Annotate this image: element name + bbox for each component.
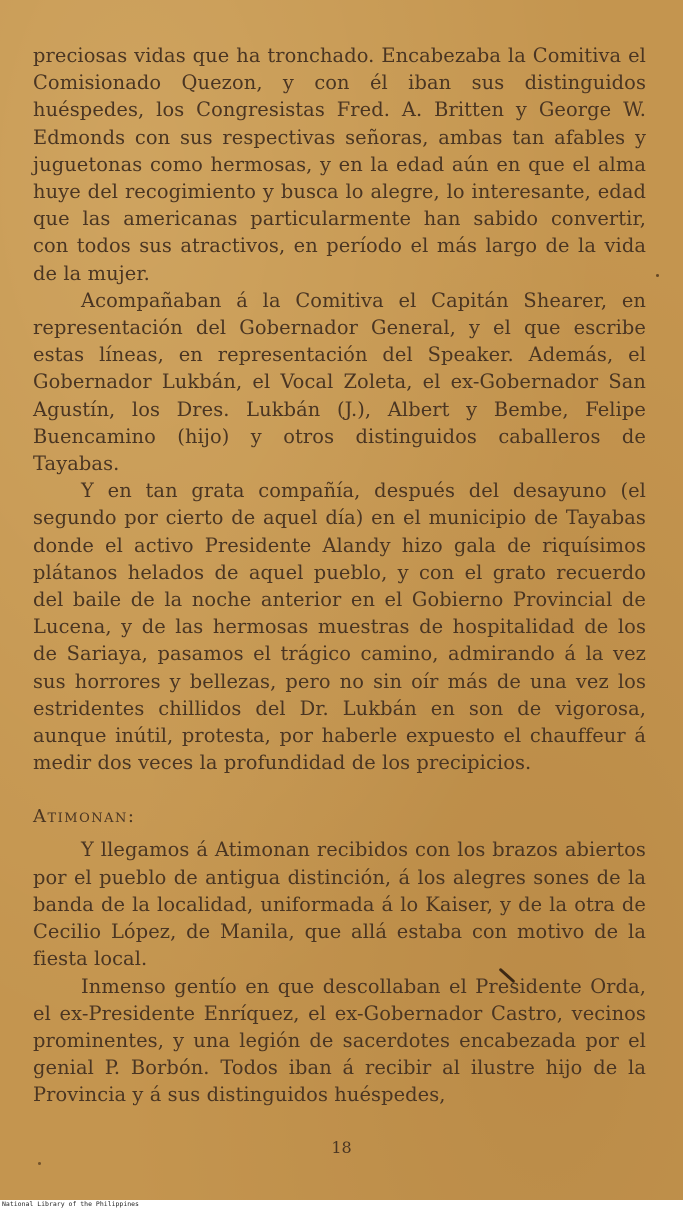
- section-heading-atimonan: Atimonan:: [33, 806, 136, 828]
- paragraph-2: Acompañaban á la Comitiva el Capitán Shearer, en representación del Gobernador General, y el que escribe estas líneas, en representación del Speaker. Además, el Gobernador Lukbán, el Vocal Zoleta, el ex-Gobernador San Agustín, los Dres. Lukbán (J.), Albert y Bembe, Felipe Buencamino (hijo) y otros distinguidos caballeros de Tayabas.: [33, 288, 646, 476]
- body-text: [33, 42, 646, 1109]
- ink-speck: [38, 1162, 41, 1165]
- footer-credit: National Library of the Philippines: [2, 1200, 139, 1208]
- ink-speck: [656, 274, 659, 277]
- paragraph-4: Y llegamos á Atimonan recibidos con los brazos abiertos por el pueblo de antigua distinción, á los alegres sones de la banda de la localidad, uniformada á lo Kaiser, y de la otra de Cecilio López, de Manila, que allá estaba con motivo de la fiesta local.: [33, 838, 646, 971]
- paragraph-3: Y en tan grata compañía, después del desayuno (el segundo por cierto de aquel día) en el municipio de Tayabas donde el activo Presidente Alandy hizo gala de riquísimos plátanos helados de aquel pueblo, y con el grato recuerdo del baile de la noche anterior en el Gobierno Provincial de Lucena, y de las hermosas muestras de hospitalidad de los de Sariaya, pasamos el trágico camino, admirando á la vez sus horrores y bellezas, pero no sin oír más de una vez los estridentes chillidos del Dr. Lukbán en son de vigorosa, aunque inútil, protesta, por haberle expuesto el chauffeur á medir dos veces la profundidad de los precipicios.: [33, 479, 646, 775]
- page-number: 18: [331, 1138, 352, 1157]
- paragraph-1: preciosas vidas que ha tronchado. Encabezaba la Comitiva el Comisionado Quezon, y con él iban sus distinguidos huéspedes, los Congresistas Fred. A. Britten y George W. Edmonds con sus respectivas señoras, ambas tan afables y juguetonas como hermosas, y en la edad aún en que el alma huye del recogimiento y busca lo alegre, lo interesante, edad que las americanas particularmente han sabido convertir, con todos sus atractivos, en período el más largo de la vida de la mujer.: [33, 44, 646, 285]
- paragraph-5: Inmenso gentío en que descollaban el Presidente Orda, el ex-Presidente Enríquez, el ex-Gobernador Castro, vecinos prominentes, y una legión de sacerdotes encabezada por el genial P. Borbón. Todos iban á recibir al ilustre hijo de la Provincia y á sus distinguidos huéspedes,: [33, 974, 646, 1107]
